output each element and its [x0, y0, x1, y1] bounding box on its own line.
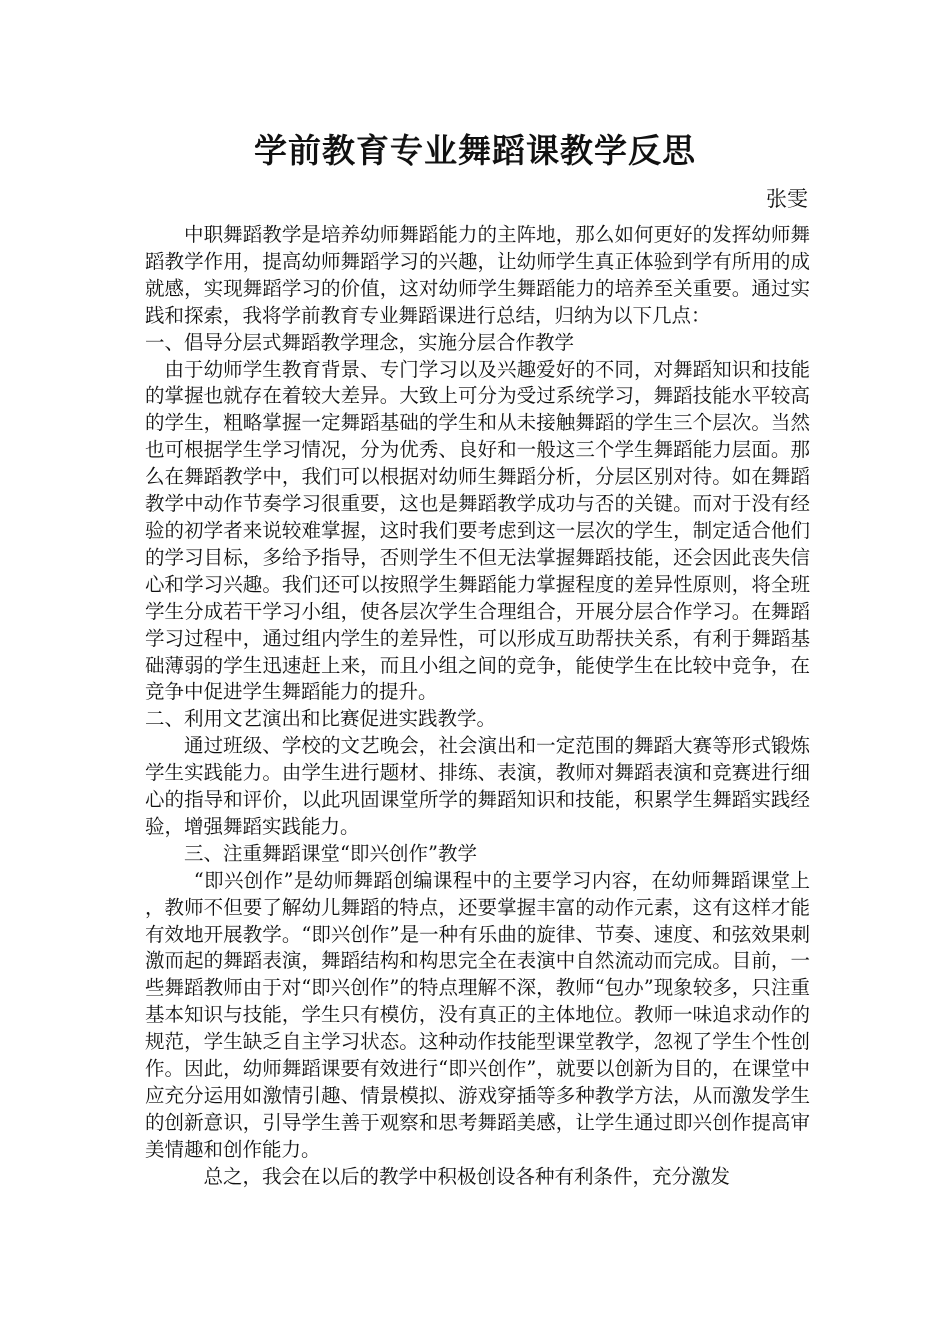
section-3-paragraph: “即兴创作”是幼师舞蹈创编课程中的主要学习内容，在幼师舞蹈课堂上，教师不但要了解幼儿舞蹈的特点，还要掌握丰富的动作元素，这有这样才能有效地开展教学。“即兴创作”是一种有乐曲的旋律、节奏、速度、和弦效果刺激而起的舞蹈表演，舞蹈结构和构思完全在表演中自然流动而完成。目前，一些舞蹈教师由于对“即兴创作”的特点理解不深，教师“包办”现象较多，只注重基本知识与技能，学生只有模仿，没有真正的主体地位。教师一味追求动作的规范，学生缺乏自主学习状态。这种动作技能型课堂教学，忽视了学生个性创作。因此，幼师舞蹈课要有效进行“即兴创作”，就要以创新为目的，在课堂中应充分运用如激情引趣、情景模拟、游戏穿插等多种教学方法，从而激发学生的创新意识，引导学生善于观察和思考舞蹈美感，让学生通过即兴创作提高审美情趣和创作能力。: [145, 868, 810, 1161]
intro-paragraph: 中职舞蹈教学是培养幼师舞蹈能力的主阵地，那么如何更好的发挥幼师舞蹈教学作用，提高幼师舞蹈学习的兴趣，让幼师学生真正体验到学有所用的成就感，实现舞蹈学习的价值，这对幼师学生舞蹈能力的培养至关重要。通过实践和探索，我将学前教育专业舞蹈课进行总结，归纳为以下几点：: [145, 223, 810, 327]
section-2-paragraph: 通过班级、学校的文艺晚会，社会演出和一定范围的舞蹈大赛等形式锻炼学生实践能力。由学生进行题材、排练、表演，教师对舞蹈表演和竞赛进行细心的指导和评价，以此巩固课堂所学的舞蹈知识和技能，积累学生舞蹈实践经验，增强舞蹈实践能力。: [145, 734, 810, 838]
conclusion-paragraph: 总之，我会在以后的教学中积极创设各种有利条件，充分激发: [203, 1164, 731, 1188]
section-heading-1: 一、倡导分层式舞蹈教学理念，实施分层合作教学: [145, 330, 575, 354]
section-heading-2: 二、利用文艺演出和比赛促进实践教学。: [145, 707, 497, 731]
section-1-paragraph: 由于幼师学生教育背景、专门学习以及兴趣爱好的不同，对舞蹈知识和技能的掌握也就存在着较大差异。大致上可分为受过系统学习，舞蹈技能水平较高的学生，粗略掌握一定舞蹈基础的学生和从未接触舞蹈的学生三个层次。当然也可根据学生学习情况，分为优秀、良好和一般这三个学生舞蹈能力层面。那么在舞蹈教学中，我们可以根据对幼师生舞蹈分析，分层区别对待。如在舞蹈教学中动作节奏学习很重要，这也是舞蹈教学成功与否的关键。而对于没有经验的初学者来说较难掌握，这时我们要考虑到这一层次的学生，制定适合他们的学习目标，多给予指导，否则学生不但无法掌握舞蹈技能，还会因此丧失信心和学习兴趣。我们还可以按照学生舞蹈能力掌握程度的差异性原则，将全班学生分成若干学习小组，使各层次学生合理组合，开展分层合作学习。在舞蹈学习过程中，通过组内学生的差异性，可以形成互助帮扶关系，有利于舞蹈基础薄弱的学生迅速赶上来，而且小组之间的竞争，能使学生在比较中竞争，在竞争中促进学生舞蹈能力的提升。: [145, 357, 810, 704]
author-name: 张雯: [766, 187, 808, 211]
document-title: 学前教育专业舞蹈课教学反思: [254, 131, 696, 170]
document-body: [145, 222, 810, 1191]
section-heading-3: 三、注重舞蹈课堂“即兴创作”教学: [184, 841, 477, 865]
